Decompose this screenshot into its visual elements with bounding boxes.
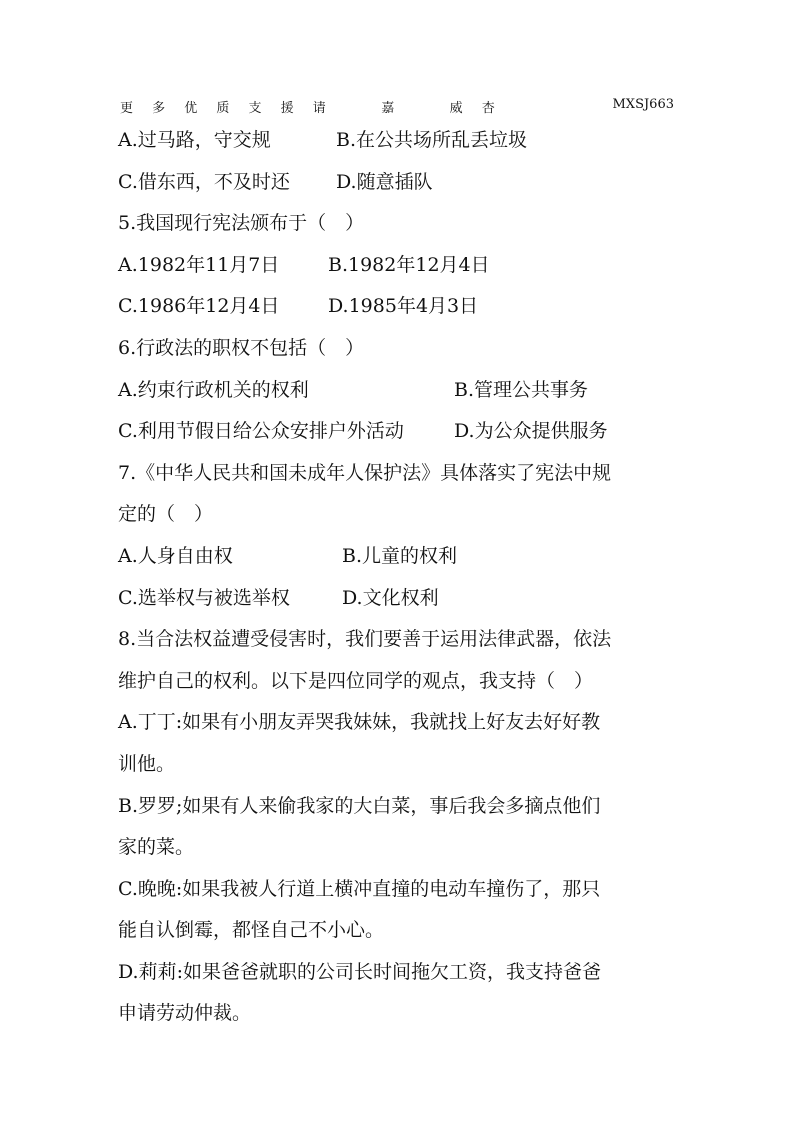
- option-b: B.儿童的权利: [342, 544, 458, 567]
- option-line: [118, 245, 678, 287]
- question-7: 7.《中华人民共和国未成年人保护法》具体落实了宪法中规: [118, 461, 612, 484]
- question-7-cont: 定的（ ）: [118, 503, 214, 526]
- question-5: 5.我国现行宪法颁布于（ ）: [118, 212, 365, 235]
- option-line: [118, 411, 678, 453]
- option-d: D.随意插队: [336, 170, 433, 193]
- option-b: B.1982年12月4日: [328, 253, 490, 276]
- option-d-text: D.莉莉:如果爸爸就职的公司长时间拖欠工资，我支持爸爸: [118, 960, 601, 983]
- option-c: C.借东西，不及时还: [118, 170, 290, 193]
- option-line: [118, 578, 678, 620]
- option-line: [118, 162, 678, 204]
- option-line: [118, 286, 678, 328]
- question-content: [118, 120, 678, 1035]
- option-c: C.1986年12月4日: [118, 295, 280, 318]
- option-b-text-cont: 家的菜。: [118, 836, 195, 859]
- question-8-cont: 维护自己的权利。以下是四位同学的观点，我支持（ ）: [118, 669, 594, 692]
- option-line: [118, 120, 678, 162]
- header-watermark-text: 更 多 优 质 支 援 请 嘉 威 杏: [120, 101, 496, 116]
- option-a-text-cont: 训他。: [118, 752, 176, 775]
- option-a: A.1982年11月7日: [118, 253, 280, 276]
- option-line: [118, 370, 678, 412]
- question-8: 8.当合法权益遭受侵害时，我们要善于运用法律武器，依法: [118, 628, 612, 651]
- option-b: B.在公共场所乱丢垃圾: [336, 129, 528, 151]
- option-d: D.为公众提供服务: [454, 420, 608, 443]
- option-d-text-cont: 申请劳动仲裁。: [118, 1002, 252, 1025]
- option-d: D.1985年4月3日: [328, 295, 479, 318]
- option-b: B.管理公共事务: [454, 378, 589, 401]
- option-b-text: B.罗罗;如果有人来偷我家的大白菜，事后我会多摘点他们: [118, 794, 601, 817]
- question-6: 6.行政法的职权不包括（ ）: [118, 336, 365, 359]
- option-a: A.约束行政机关的权利: [118, 378, 309, 401]
- option-c-text-cont: 能自认倒霉，都怪自己不小心。: [118, 919, 385, 942]
- option-c: C.选举权与被选举权: [118, 586, 290, 609]
- option-line: [118, 536, 678, 578]
- option-c-text: C.晚晚:如果我被人行道上横冲直撞的电动车撞伤了，那只: [118, 877, 601, 900]
- header-code: MXSJ663: [612, 97, 674, 112]
- option-a: A.人身自由权: [118, 544, 233, 567]
- option-d: D.文化权利: [342, 586, 439, 609]
- option-a-text: A.丁丁:如果有小朋友弄哭我妹妹，我就找上好友去好好教: [118, 711, 601, 734]
- option-c: C.利用节假日给公众安排户外活动: [118, 420, 404, 443]
- option-a: A.过马路，守交规: [118, 129, 271, 151]
- page-header: [120, 97, 674, 117]
